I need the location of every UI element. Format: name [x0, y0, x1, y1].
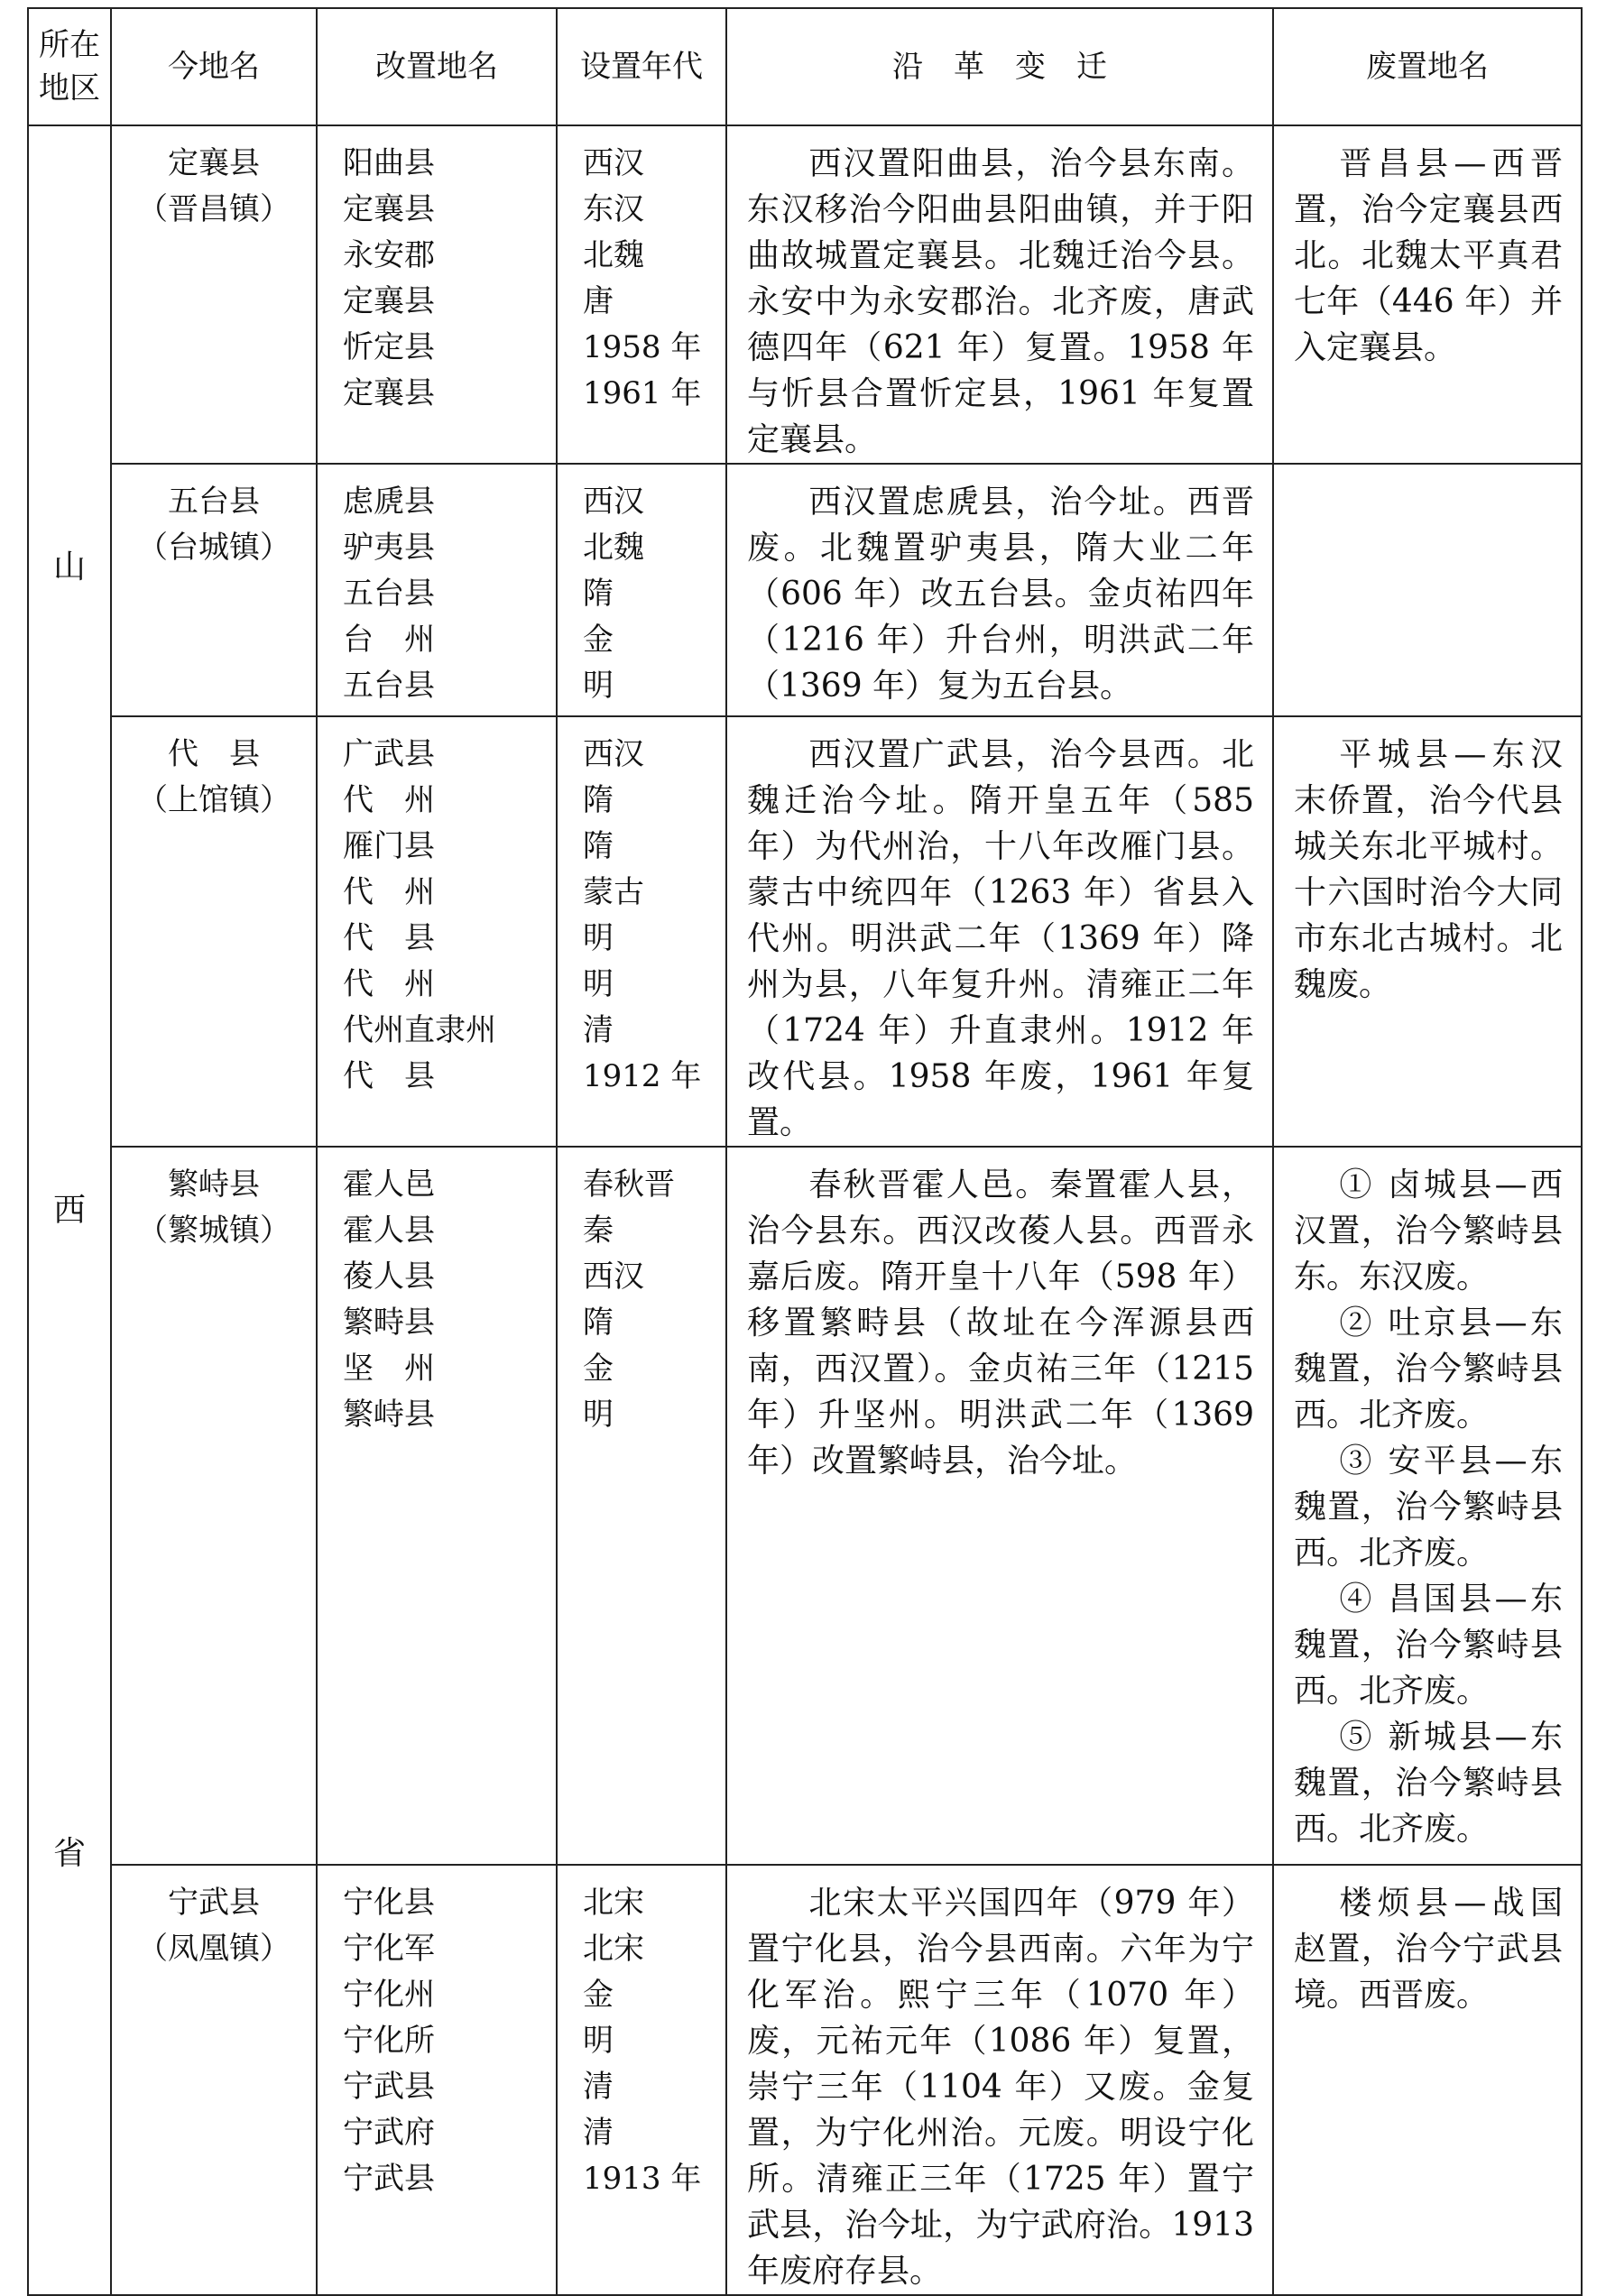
era-value: 隋	[583, 782, 614, 818]
renamed-name: 宁化所	[343, 2023, 435, 2059]
history-text: 西汉置虑虒县，治今址。西晋废。北魏置驴夷县，隋大业二年（606 年）改五台县。金贞祐四年（1216 年）升台州，明洪武二年（1369 年）复为五台县。	[747, 484, 1254, 705]
era-cell	[557, 464, 726, 716]
abolished-cell	[1273, 716, 1582, 1147]
region-char: 省	[52, 1835, 86, 1873]
renamed-name: 忻定县	[343, 329, 435, 365]
era-value: 东汉	[583, 191, 644, 227]
current-name: 定襄县	[168, 145, 260, 181]
current-name: 繁峙县	[168, 1166, 260, 1203]
era-value: 春秋晋	[583, 1166, 675, 1203]
current-name: 宁武县	[168, 1885, 260, 1921]
history-text: 西汉置广武县，治今县西。北魏迁治今址。隋开皇五年（585 年）为代州治，十八年改雁门县。蒙古中统四年（1263 年）省县入代州。明洪武二年（1369 年）降州为县，八年复升州。清雍正二年（1724 年）升直隶州。1912 年改代县。1958 年废，1961 年复置。	[747, 736, 1254, 1141]
era-value: 明	[583, 668, 614, 704]
era-value: 1912 年	[583, 1058, 702, 1094]
seat-town: （繁城镇）	[137, 1213, 291, 1249]
renamed-name: 代 州	[343, 874, 435, 910]
current-name-cell	[111, 716, 317, 1147]
era-value: 西汉	[583, 145, 644, 181]
era-value: 清	[583, 1012, 614, 1048]
renamed-name: 代 县	[343, 1058, 435, 1094]
abolished-entry: ① 卤城县—西汉置，治今繁峙县东。东汉废。	[1294, 1166, 1563, 1296]
table-row	[28, 1147, 1582, 1865]
table-row	[28, 1865, 1582, 2295]
current-name: 代 县	[168, 736, 260, 772]
seat-town: （台城镇）	[137, 530, 291, 566]
region-cell	[28, 125, 111, 2295]
renamed-name: 宁武府	[343, 2115, 435, 2151]
era-value: 西汉	[583, 736, 644, 772]
era-value: 隋	[583, 576, 614, 612]
current-name-cell	[111, 1865, 317, 2295]
renamed-name: 霍人邑	[343, 1166, 435, 1203]
era-value: 唐	[583, 283, 614, 319]
era-value: 1958 年	[583, 329, 702, 365]
abolished-entry: 晋昌县—西晋置，治今定襄县西北。北魏太平真君七年（446 年）并入定襄县。	[1294, 145, 1563, 366]
era-value: 清	[583, 2115, 614, 2151]
renamed-name: 驴夷县	[343, 530, 435, 566]
renamed-name: 阳曲县	[343, 145, 435, 181]
era-value: 金	[583, 1351, 614, 1387]
renamed-name: 广武县	[343, 736, 435, 772]
era-value: 清	[583, 2069, 614, 2105]
history-cell	[726, 1147, 1273, 1865]
abolished-cell	[1273, 125, 1582, 464]
renamed-name: 代 州	[343, 782, 435, 818]
header-current-name: 今地名	[111, 8, 317, 125]
header-abolished: 废置地名	[1273, 8, 1582, 125]
renamed-name: 葰人县	[343, 1259, 435, 1295]
era-value: 明	[583, 2023, 614, 2059]
era-value: 1961 年	[583, 375, 702, 411]
era-value: 隋	[583, 1305, 614, 1341]
current-name-cell	[111, 125, 317, 464]
era-cell	[557, 1147, 726, 1865]
abolished-entry: ② 吐京县—东魏置，治今繁峙县西。北齐废。	[1294, 1305, 1563, 1434]
renamed-name: 代 县	[343, 920, 435, 956]
history-cell	[726, 1865, 1273, 2295]
renamed-name: 代州直隶州	[343, 1012, 496, 1048]
header-renamed-names: 改置地名	[317, 8, 557, 125]
abolished-entry: 楼烦县—战国赵置，治今宁武县境。西晋废。	[1294, 1885, 1563, 2014]
current-name: 五台县	[168, 484, 260, 520]
renamed-name: 宁化县	[343, 1885, 435, 1921]
era-value: 蒙古	[583, 874, 644, 910]
history-text: 北宋太平兴国四年（979 年）置宁化县，治今县西南。六年为宁化军治。熙宁三年（1070 年）废，元祐元年（1086 年）复置，崇宁三年（1104 年）又废。金复置，为宁化州治。元废。明设宁化所。清雍正三年（1725 年）置宁武县，治今址，为宁武府治。1913 年废府存县。	[747, 1885, 1254, 2290]
renamed-name: 繁峙县	[343, 1397, 435, 1433]
era-cell	[557, 125, 726, 464]
abolished-cell	[1273, 1147, 1582, 1865]
history-cell	[726, 716, 1273, 1147]
abolished-entry: ④ 昌国县—东魏置，治今繁峙县西。北齐废。	[1294, 1581, 1563, 1710]
renamed-name: 五台县	[343, 668, 435, 704]
era-value: 明	[583, 920, 614, 956]
era-value: 北宋	[583, 1885, 644, 1921]
abolished-entry: ⑤ 新城县—东魏置，治今繁峙县西。北齐废。	[1294, 1719, 1563, 1848]
renamed-names-cell	[317, 1865, 557, 2295]
era-value: 1913 年	[583, 2161, 702, 2197]
renamed-name: 五台县	[343, 576, 435, 612]
era-value: 北魏	[583, 237, 644, 273]
era-value: 北魏	[583, 530, 644, 566]
abolished-entry: ③ 安平县—东魏置，治今繁峙县西。北齐废。	[1294, 1443, 1563, 1572]
renamed-name: 繁畤县	[343, 1305, 435, 1341]
header-region: 所在地区	[28, 8, 111, 125]
era-value: 秦	[583, 1213, 614, 1249]
era-value: 明	[583, 1397, 614, 1433]
table-row	[28, 716, 1582, 1147]
table-row	[28, 125, 1582, 464]
history-text: 西汉置阳曲县，治今县东南。东汉移治今阳曲县阳曲镇，并于阳曲故城置定襄县。北魏迁治今县。永安中为永安郡治。北齐废，唐武德四年（621 年）复置。1958 年与忻县合置忻定县，1961 年复置定襄县。	[747, 145, 1254, 458]
era-value: 隋	[583, 828, 614, 864]
renamed-names-cell	[317, 125, 557, 464]
renamed-name: 宁化州	[343, 1977, 435, 2013]
renamed-name: 台 州	[343, 622, 435, 658]
renamed-name: 虑虒县	[343, 484, 435, 520]
abolished-entry: 平城县—东汉末侨置，治今代县城关东北平城村。十六国时治今大同市东北古城村。北魏废。	[1294, 736, 1563, 1003]
seat-town: （凤凰镇）	[137, 1931, 291, 1967]
seat-town: （晋昌镇）	[137, 191, 291, 227]
renamed-name: 定襄县	[343, 283, 435, 319]
current-name-cell	[111, 464, 317, 716]
era-value: 金	[583, 622, 614, 658]
county-history-table	[27, 7, 1583, 2296]
history-text: 春秋晋霍人邑。秦置霍人县，治今县东。西汉改葰人县。西晋永嘉后废。隋开皇十八年（598 年）移置繁畤县（故址在今浑源县西南，西汉置）。金贞祐三年（1215 年）升坚州。明洪武二年（1369 年）改置繁峙县，治今址。	[747, 1166, 1254, 1480]
renamed-name: 定襄县	[343, 375, 435, 411]
header-row	[28, 8, 1582, 125]
renamed-name: 坚 州	[343, 1351, 435, 1387]
history-cell	[726, 125, 1273, 464]
renamed-name: 永安郡	[343, 237, 435, 273]
abolished-cell	[1273, 1865, 1582, 2295]
renamed-name: 代 州	[343, 966, 435, 1002]
renamed-name: 宁武县	[343, 2069, 435, 2105]
header-era: 设置年代	[557, 8, 726, 125]
era-value: 北宋	[583, 1931, 644, 1967]
renamed-name: 霍人县	[343, 1213, 435, 1249]
region-char: 西	[52, 1191, 86, 1229]
renamed-names-cell	[317, 464, 557, 716]
history-cell	[726, 464, 1273, 716]
current-name-cell	[111, 1147, 317, 1865]
era-cell	[557, 1865, 726, 2295]
seat-town: （上馆镇）	[137, 782, 291, 818]
renamed-name: 宁武县	[343, 2161, 435, 2197]
renamed-name: 定襄县	[343, 191, 435, 227]
era-value: 金	[583, 1977, 614, 2013]
renamed-names-cell	[317, 716, 557, 1147]
table-row	[28, 464, 1582, 716]
region-char: 山	[52, 548, 86, 586]
era-value: 西汉	[583, 1259, 644, 1295]
era-value: 西汉	[583, 484, 644, 520]
header-history: 沿 革 变 迁	[726, 8, 1273, 125]
renamed-name: 雁门县	[343, 828, 435, 864]
renamed-name: 宁化军	[343, 1931, 435, 1967]
era-cell	[557, 716, 726, 1147]
abolished-cell	[1273, 464, 1582, 716]
era-value: 明	[583, 966, 614, 1002]
renamed-names-cell	[317, 1147, 557, 1865]
